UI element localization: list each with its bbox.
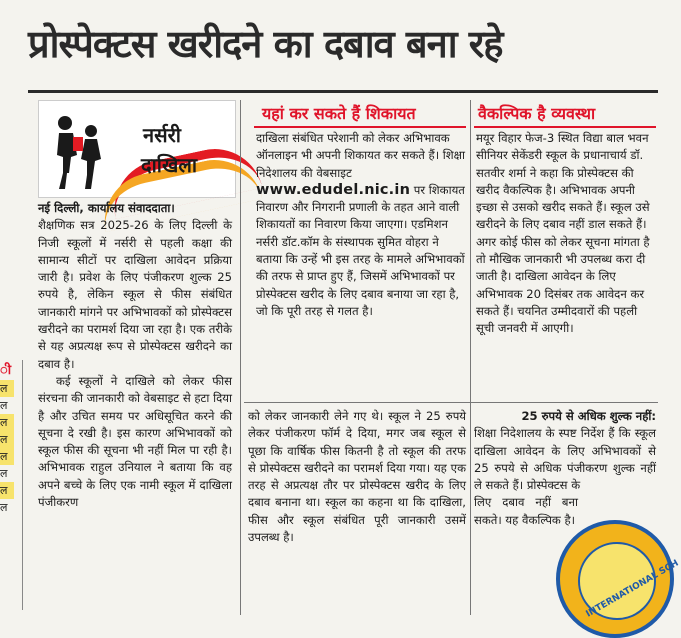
byline: नई दिल्ली, कार्यालय संवाददाता।	[38, 201, 175, 215]
page-headline: प्रोस्पेक्टस खरीदने का दबाव बना रहे	[28, 22, 503, 66]
box-title-rule	[254, 126, 466, 128]
article-paragraph: लिए दबाव नहीं बना सकते। यह वैकल्पिक है।	[474, 495, 578, 527]
headline-rule	[28, 90, 658, 93]
alternative-box-body	[476, 130, 654, 338]
fragment-line: ल	[0, 467, 8, 480]
complaint-text: दाखिला संबंधित परेशानी को लेकर अभिभावक ऑनलाइन भी अपनी शिकायत कर सकते हैं। शिक्षा निदेशालय की वेबसाइट	[256, 131, 465, 180]
section-divider	[244, 402, 658, 403]
subhead: 25 रुपये से अधिक शुल्क नहीं:	[521, 409, 656, 423]
article-paragraph: शिक्षा निदेशालय के स्पष्ट निर्देश हैं कि स्कूल दाखिला आवेदन के लिए अभिभावकों से 25 रुपये से अधिक पंजीकरण शुल्क नहीं ले सकते हैं। प्रोस्पेक्टस के	[474, 426, 656, 493]
column-divider	[470, 100, 471, 615]
complaint-box-body	[256, 130, 466, 320]
column-divider	[22, 360, 23, 610]
box-title-rule	[474, 126, 656, 128]
adjacent-story-fragment	[0, 362, 14, 617]
badge-text: INTERNATIONAL SCH	[584, 558, 681, 620]
fragment-line: ल	[0, 380, 14, 397]
logo-label: नर्सरी	[143, 123, 181, 147]
fragment-head: ी	[0, 363, 12, 378]
nursery-admission-logo	[38, 100, 236, 198]
complaint-text: पर शिकायत निवारण और निगरानी प्रणाली के तहत आने वाली शिकायतों का निवारण किया जाएगा। एडमिशन नर्सरी डॉट.कॉम के संस्थापक सुमित वोहरा ने बताया कि उन्हें भी इस तरह के मामले अभिभावकों की तरफ से प्राप्त हुए हैं, जिसमें अभिभावकों पर प्रोस्पेक्टस खरीद के लिए दबाव बनाया जा रहा है, जो कि पूरी तरह से गलत है।	[256, 182, 465, 318]
children-walking-icon	[47, 111, 111, 191]
fragment-line: ल	[0, 399, 8, 412]
fragment-line: ल	[0, 482, 14, 499]
article-middle-column	[248, 408, 466, 546]
article-paragraph: शैक्षणिक सत्र 2025-26 के लिए दिल्ली के निजी स्कूलों में नर्सरी से पहली कक्षा की सामान्य सीटों पर दाखिला आवेदन प्रक्रिया जारी है। प्रवेश के लिए पंजीकरण शुल्क 25 रुपये है, लेकिन स्कूल से फीस संबंधित जानकारी मांगने पर अभिभावकों को प्रोस्पेक्टस खरीदने का परामर्श दिया जा रहा है। एक तरीके से यह अप्रत्यक्ष रूप से प्रोस्पेक्टस खरीदने का दबाव है।	[38, 218, 232, 371]
logo-label: दाखिला	[141, 153, 198, 177]
fragment-line: ल	[0, 448, 14, 465]
fragment-line: ल	[0, 414, 14, 431]
school-badge-image	[556, 520, 681, 638]
alternative-box-title: वैकल्पिक है व्यवस्था	[478, 104, 596, 123]
article-right-column	[474, 408, 656, 529]
article-paragraph: कई स्कूलों ने दाखिले को लेकर फीस संरचना की जानकारी को वेबसाइट से हटा दिया है और उचित समय पर अधिसूचित करने की सूचना दे रखी है। इस कारण अभिभावकों को स्कूल फीस की सूचना भी नहीं मिल पा रही है। अभिभावक राहुल उनियाल ने बताया कि वह अपने बच्चे के लिए एक नामी स्कूल में दाखिला पंजीकरण	[38, 373, 232, 510]
article-left-column	[38, 200, 232, 511]
column-divider	[240, 100, 241, 615]
fragment-line: ल	[0, 501, 8, 514]
complaint-box-title: यहां कर सकते हैं शिकायत	[262, 104, 416, 123]
complaint-url: www.edudel.nic.in	[256, 181, 411, 198]
fragment-line: ल	[0, 431, 14, 448]
article-paragraph: को लेकर जानकारी लेने गए थे। स्कूल ने 25 रुपये लेकर पंजीकरण फॉर्म दे दिया, मगर जब स्कूल से पूछा कि वार्षिक फीस कितनी है तो स्कूल की तरफ से प्रोस्पेक्टस खरीदने का परामर्श दिया गया। यह एक तरह से अप्रत्यक्ष तौर पर प्रोस्पेक्टस खरीद के लिए दबाव बनाना था। स्कूल का कहना था कि दाखिला, फीस और स्कूल संबंधित पूरी जानकारी उसमें उपलब्ध है।	[248, 409, 466, 545]
alternative-text: मयूर विहार फेज-3 स्थित विद्या बाल भवन सीनियर सेकेंडरी स्कूल के प्रधानाचार्य डॉ. सतवीर शर्मा ने कहा कि प्रोस्पेक्टस की खरीद वैकल्पिक है। अभिभावक अपनी इच्छा से उसको खरीद सकते हैं। स्कूल उसे खरीदने के लिए दबाव नहीं डाल सकते हैं। अगर कोई फीस को लेकर सूचना मांगता है तो मौखिक जानकारी भी उपलब्ध करा दी जाती है। दाखिला आवेदन के लिए अभिभावक 20 दिसंबर तक आवेदन कर सकते हैं। चयनित उम्मीदवारों की पहली सूची जनवरी में आएगी।	[476, 131, 650, 336]
